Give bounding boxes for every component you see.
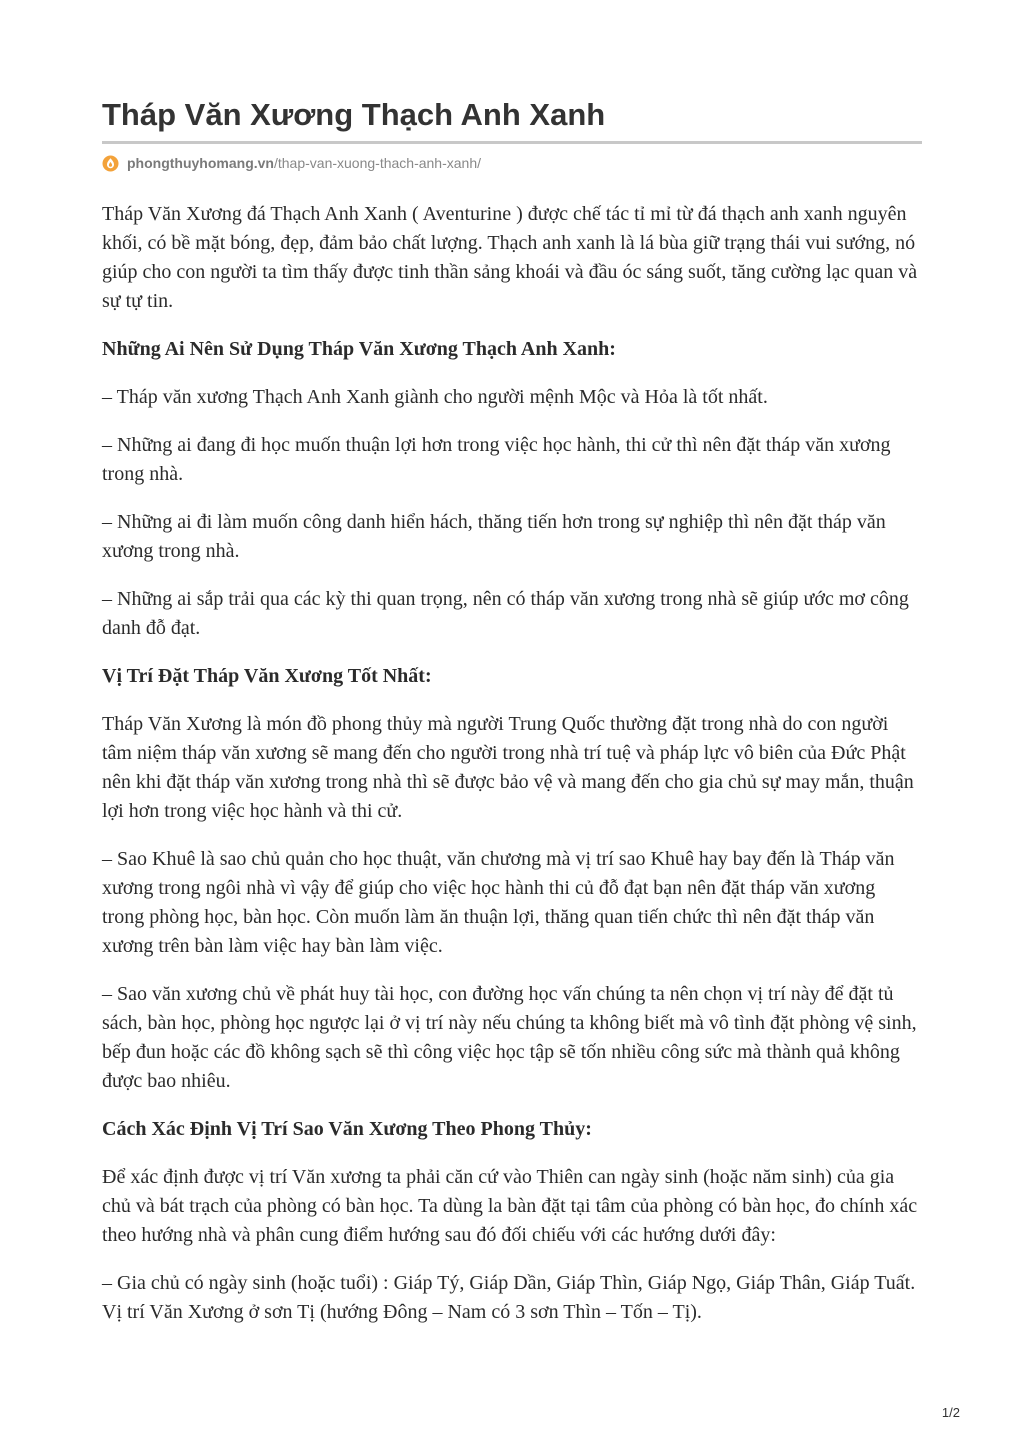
- paragraph: – Những ai sắp trải qua các kỳ thi quan trọng, nên có tháp văn xương trong nhà sẽ giúp ước mơ công danh đỗ đạt.: [102, 588, 909, 639]
- section-heading: Cách Xác Định Vị Trí Sao Văn Xương Theo Phong Thủy:: [102, 1118, 592, 1140]
- flame-icon: [102, 155, 119, 172]
- source-domain[interactable]: phongthuyhomang.vn: [127, 155, 274, 171]
- page-number: 1/2: [941, 1405, 960, 1420]
- title-divider: [102, 141, 922, 144]
- paragraph: Tháp Văn Xương là món đồ phong thủy mà người Trung Quốc thường đặt trong nhà do con người tâm niệm tháp văn xương sẽ mang đến cho người trong nhà trí tuệ và pháp lực vô biên của Đức Phật nên khi đặt tháp văn xương trong nhà thì sẽ được bảo vệ và mang đến cho gia chủ sự may mắn, thuận lợi hơn trong việc học hành và thi cử.: [102, 713, 914, 822]
- paragraph: Tháp Văn Xương đá Thạch Anh Xanh ( Aventurine ) được chế tác tỉ mỉ từ đá thạch anh xanh nguyên khối, có bề mặt bóng, đẹp, đảm bảo chất lượng. Thạch anh xanh là lá bùa giữ trạng thái vui sướng, nó giúp cho con người ta tìm thấy được tinh thần sảng khoái và đầu óc sáng suốt, tăng cường lạc quan và sự tự tin.: [102, 203, 918, 312]
- source-path[interactable]: /thap-van-xuong-thach-anh-xanh/: [273, 155, 482, 171]
- paragraph: – Gia chủ có ngày sinh (hoặc tuổi) : Giáp Tý, Giáp Dần, Giáp Thìn, Giáp Ngọ, Giáp Thân, Giáp Tuất. Vị trí Văn Xương ở sơn Tị (hướng Đông – Nam có 3 sơn Thìn – Tốn – Tị).: [102, 1272, 916, 1323]
- paragraph: Để xác định được vị trí Văn xương ta phải căn cứ vào Thiên can ngày sinh (hoặc năm sinh) của gia chủ và bát trạch của phòng có bàn học. Ta dùng la bàn đặt tại tâm của phòng có bàn học, đo chính xác theo hướng nhà và phân cung điểm hướng sau đó đối chiếu với các hướng dưới đây:: [102, 1166, 918, 1246]
- paragraph: – Sao Khuê là sao chủ quản cho học thuật, văn chương mà vị trí sao Khuê hay bay đến là Tháp văn xương trong ngôi nhà vì vậy để giúp cho việc học hành thi củ đỗ đạt bạn nên đặt tháp văn xương trong phòng học, bàn học. Còn muốn làm ăn thuận lợi, thăng quan tiến chức thì nên đặt tháp văn xương trên bàn làm việc hay bàn làm việc.: [102, 848, 895, 957]
- paragraph: – Sao văn xương chủ về phát huy tài học, con đường học vấn chúng ta nên chọn vị trí này để đặt tủ sách, bàn học, phòng học ngược lại ở vị trí này nếu chúng ta không biết mà vô tình đặt phòng vệ sinh, bếp đun hoặc các đồ không sạch sẽ thì công việc học tập sẽ tốn nhiều công sức mà thành quả không được bao nhiêu.: [102, 983, 917, 1092]
- paragraph: – Tháp văn xương Thạch Anh Xanh giành cho người mệnh Mộc và Hỏa là tốt nhất.: [102, 386, 768, 408]
- section-heading: Vị Trí Đặt Tháp Văn Xương Tốt Nhất:: [102, 665, 432, 687]
- article: [102, 95, 922, 1346]
- article-body: [102, 200, 922, 1327]
- paragraph: – Những ai đi làm muốn công danh hiển hách, thăng tiến hơn trong sự nghiệp thì nên đặt tháp văn xương trong nhà.: [102, 511, 886, 562]
- paragraph: – Những ai đang đi học muốn thuận lợi hơn trong việc học hành, thi cử thì nên đặt tháp văn xương trong nhà.: [102, 434, 891, 485]
- page-title: Tháp Văn Xương Thạch Anh Xanh: [102, 97, 606, 132]
- section-heading: Những Ai Nên Sử Dụng Tháp Văn Xương Thạch Anh Xanh:: [102, 338, 616, 360]
- source-link[interactable]: [102, 152, 922, 174]
